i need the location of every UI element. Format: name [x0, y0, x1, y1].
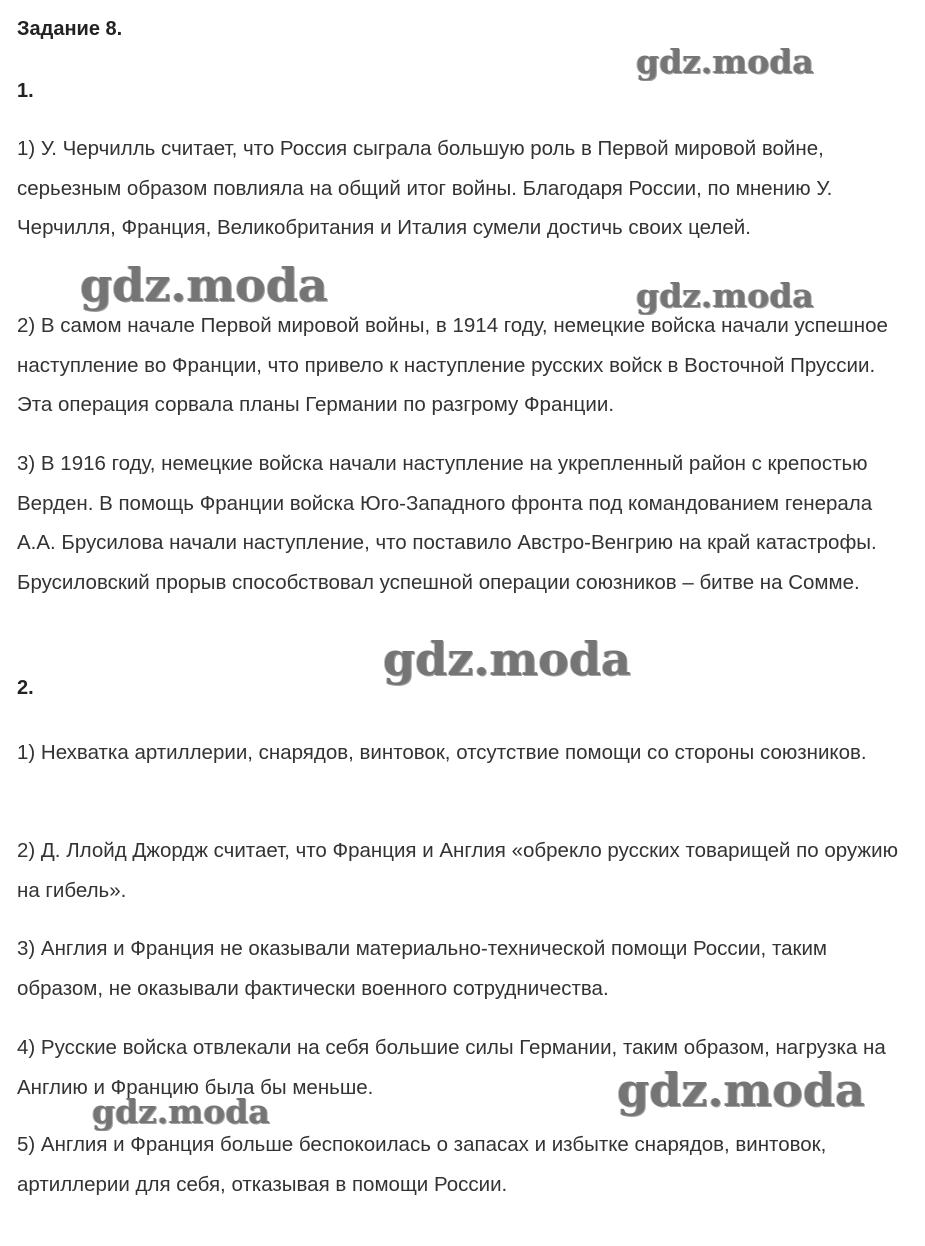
section-2-paragraph-2: 2) Д. Ллойд Джордж считает, что Франция и Англия «обрекло русских товарищей по оружию на гибель». — [17, 839, 898, 902]
watermark-logo: gdz.moda — [80, 258, 328, 312]
watermark-logo: gdz.moda — [636, 276, 814, 315]
section-1-paragraph-3: 3) В 1916 году, немецкие войска начали наступление на укрепленный район с крепостью Верден. В помощь Франции войска Юго-Западного фронта под командованием генерала А.А. Брусилова начали наступление, что поставило Австро-Венгрию на край катастрофы. Брусиловский прорыв способствовал успешной операции союзников – битве на Сомме. — [17, 452, 877, 594]
watermark-logo: gdz.moda — [383, 632, 631, 686]
watermark-logo: gdz.moda — [636, 42, 814, 81]
section-2-paragraph-4: 4) Русские войска отвлекали на себя большие силы Германии, таким образом, нагрузка на Англию и Францию была бы меньше. — [17, 1036, 886, 1099]
watermark-logo: gdz.moda — [92, 1092, 270, 1131]
section-2-paragraph-5: 5) Англия и Франция больше беспокоилась о запасах и избытке снарядов, винтовок, артиллерии для себя, отказывая в помощи России. — [17, 1133, 827, 1196]
section-1-paragraph-2: 2) В самом начале Первой мировой войны, в 1914 году, немецкие войска начали успешное наступление во Франции, что привело к наступление русских войск в Восточной Пруссии. Эта операция сорвала планы Германии по разгрому Франции. — [17, 314, 888, 416]
section-number-2: 2. — [17, 677, 34, 699]
section-number-1: 1. — [17, 80, 34, 102]
section-2-paragraph-3: 3) Англия и Франция не оказывали материально-технической помощи России, таким образом, не оказывали фактически военного сотрудничества. — [17, 937, 828, 1000]
page-title: Задание 8. — [17, 18, 123, 40]
section-2-paragraph-1: 1) Нехватка артиллерии, снарядов, винтовок, отсутствие помощи со стороны союзников. — [17, 741, 867, 764]
section-1-paragraph-1: 1) У. Черчилль считает, что Россия сыграла большую роль в Первой мировой войне, серьезным образом повлияла на общий итог войны. Благодаря России, по мнению У. Черчилля, Франция, Великобритания и Италия сумели достичь своих целей. — [17, 137, 833, 239]
watermark-logo: gdz.moda — [617, 1063, 865, 1117]
